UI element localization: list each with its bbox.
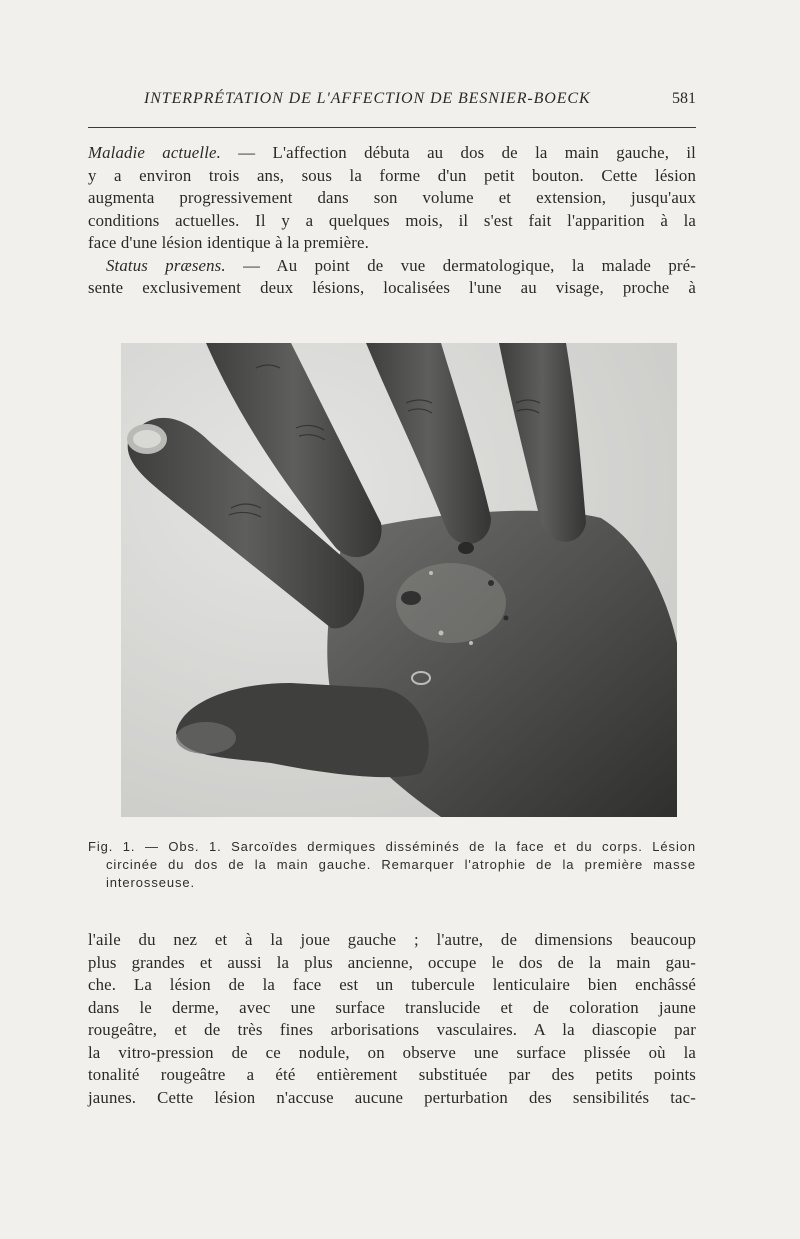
paragraph-line: plus grandes et aussi la plus ancienne, occupe le dos de la main gau- [88,952,696,972]
page-number: 581 [672,90,696,107]
paragraph-lead: Maladie actuelle. [88,143,221,162]
paragraph-line: l'aile du nez et à la joue gauche ; l'autre, de dimensions beaucoup [88,930,696,949]
paragraph-line: y a environ trois ans, sous la forme d'un petit bouton. Cette lésion [88,165,696,185]
caption-line: interosseuse. [106,875,196,890]
paragraph-line: jaunes. Cette lésion n'accuse aucune perturbation des sensibilités tac- [88,1087,696,1107]
paragraph-line: dans le derme, avec une surface translucide et de coloration jaune [88,997,696,1017]
paragraph-line: Maladie actuelle. — L'affection débuta au dos de la main gauche, il [88,143,696,162]
paragraph-line: Status præsens. — Au point de vue dermatologique, la malade pré- [106,255,696,275]
running-head [88,90,696,114]
header-rule [88,127,696,128]
paragraph-line: augmenta progressivement dans son volume et extension, jusqu'aux [88,188,696,207]
paragraph-line: tonalité rougeâtre a été entièrement substituée par des petits points [88,1065,696,1084]
hand-photograph [121,343,677,817]
body-text-bottom [88,929,696,1109]
paragraph-line: rougeâtre, et de très fines arborisations vasculaires. A la diascopie par [88,1020,696,1039]
caption-line: circinée du dos de la main gauche. Remarquer l'atrophie de la première masse [106,857,696,872]
running-title: INTERPRÉTATION DE L'AFFECTION DE BESNIER-BOECK [144,90,591,107]
paragraph-line: che. La lésion de la face est un tubercule lenticulaire bien enchâssé [88,975,696,994]
figure-caption [88,838,696,892]
paragraph-line: conditions actuelles. Il y a quelques mois, il s'est fait l'apparition à la [88,210,696,230]
paragraph-line: sente exclusivement deux lésions, localisées l'une au visage, proche à [88,278,696,297]
paragraph-lead: Status præsens. [106,255,226,275]
body-text-top [88,142,696,300]
caption-line: Fig. 1. — Obs. 1. Sarcoïdes dermiques disséminés de la face et du corps. Lésion [88,839,696,854]
paragraph-line: la vitro-pression de ce nodule, on observe une surface plissée où la [88,1042,696,1062]
paragraph-line: face d'une lésion identique à la première. [88,233,369,252]
